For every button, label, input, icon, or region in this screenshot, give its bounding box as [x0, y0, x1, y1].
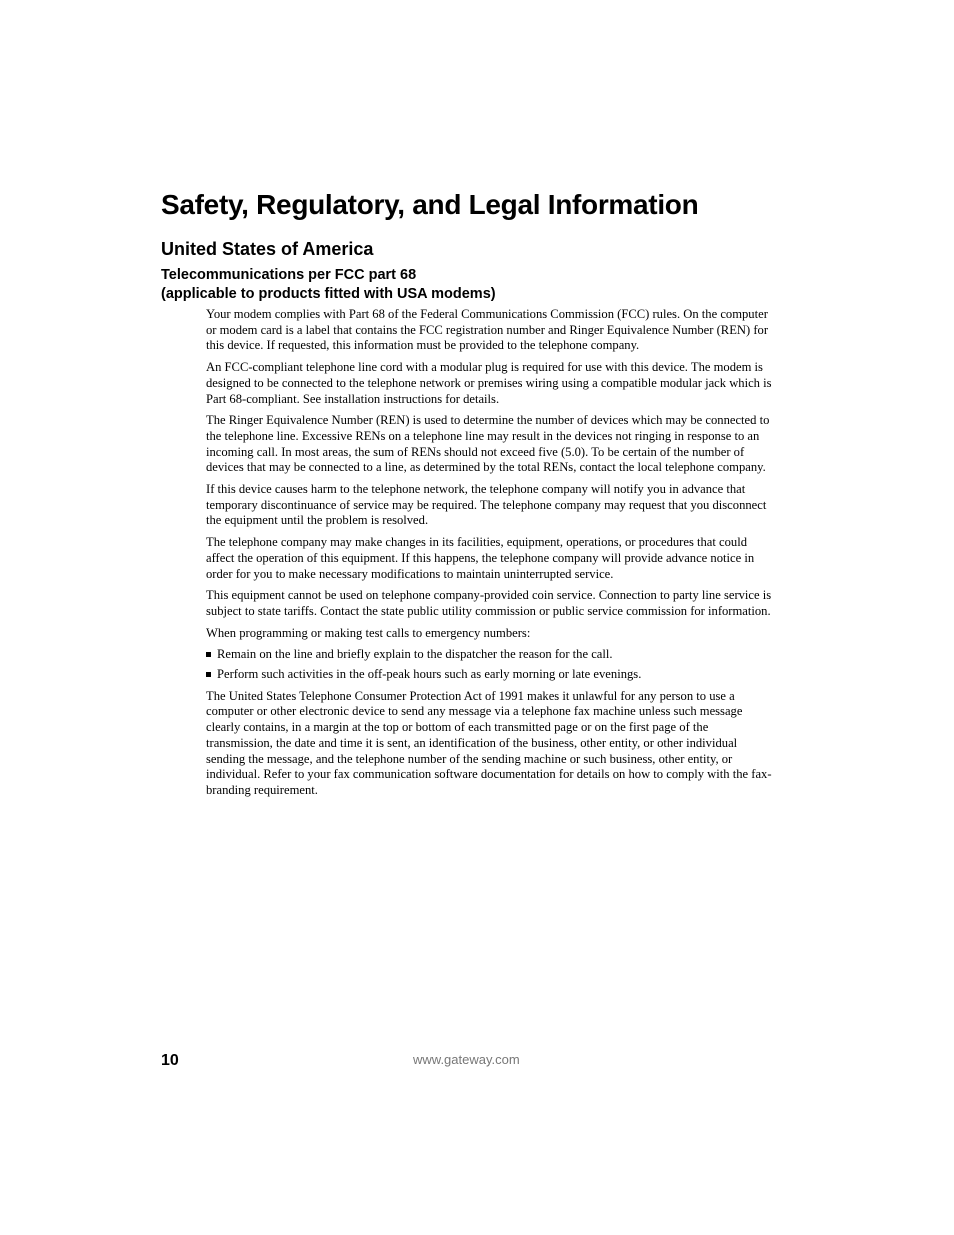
emergency-bullet-list: [206, 647, 778, 682]
page-title: Safety, Regulatory, and Legal Information: [161, 189, 699, 220]
subsection-heading-fcc: [161, 266, 496, 304]
paragraph-tcpa: The United States Telephone Consumer Protection Act of 1991 makes it unlawful for any person to use a computer or other electronic device to send any message via a telephone fax machine unless such message clearly contains, in a margin at the top or bottom of each transmitted page or on the first page of the transmission, the date and time it is sent, an identification of the business, other entity, or other individual sending the message, and the telephone number of the sending machine or such business, other entity, or individual. Refer to your fax communication software documentation for details on how to comply with the fax-branding requirement.: [206, 688, 772, 797]
paragraph-ren: The Ringer Equivalence Number (REN) is used to determine the number of devices which may be connected to the telephone line. Excessive RENs on a telephone line may result in the devices not ringing in response to an incoming call. In most areas, the sum of RENs should not exceed five (5.0). To be certain of the number of devices that may be connected to a line, as determined by the total RENs, contact the local telephone company.: [206, 413, 770, 475]
list-item: [206, 667, 778, 683]
square-bullet-icon: [206, 672, 211, 677]
paragraph-fcc-label: Your modem complies with Part 68 of the Federal Communications Commission (FCC) rules. On the computer or modem card is a label that contains the FCC registration number and Ringer Equivalence Number (REN) for this device. If requested, this information must be provided to the telephone company.: [206, 307, 769, 353]
paragraph-facility-changes: The telephone company may make changes in its facilities, equipment, operations, or procedures that could affect the operation of this equipment. If this happens, the telephone company will provide advance notice in order for you to make necessary modifications to maintain uninterrupted service.: [206, 535, 755, 581]
body-text: [206, 307, 778, 805]
list-item: [206, 647, 778, 663]
list-item-text: Perform such activities in the off-peak hours such as early morning or late evenings.: [217, 667, 642, 682]
paragraph-line-cord: An FCC-compliant telephone line cord with a modular plug is required for use with this device. The modem is designed to be connected to the telephone network or premises wiring using a compatible modular jack which is Part 68-compliant. See installation instructions for details.: [206, 360, 772, 406]
square-bullet-icon: [206, 652, 211, 657]
page-number: 10: [161, 1052, 179, 1069]
paragraph-network-harm: If this device causes harm to the telephone network, the telephone company will notify you in advance that temporary discontinuance of service may be required. The telephone company may request that you disconnect the equipment until the problem is resolved.: [206, 482, 767, 528]
list-item-text: Remain on the line and briefly explain to the dispatcher the reason for the call.: [217, 647, 613, 662]
paragraph-coin-service: This equipment cannot be used on telephone company-provided coin service. Connection to party line service is subject to state tariffs. Contact the state public utility commission or public service commission for information.: [206, 588, 772, 618]
subsection-heading-line-2: (applicable to products fitted with USA modems): [161, 286, 496, 302]
paragraph-emergency-intro: When programming or making test calls to emergency numbers:: [206, 625, 531, 640]
section-title-usa: United States of America: [161, 239, 374, 259]
subsection-heading-line-1: Telecommunications per FCC part 68: [161, 267, 417, 283]
footer-url: www.gateway.com: [413, 1052, 520, 1067]
